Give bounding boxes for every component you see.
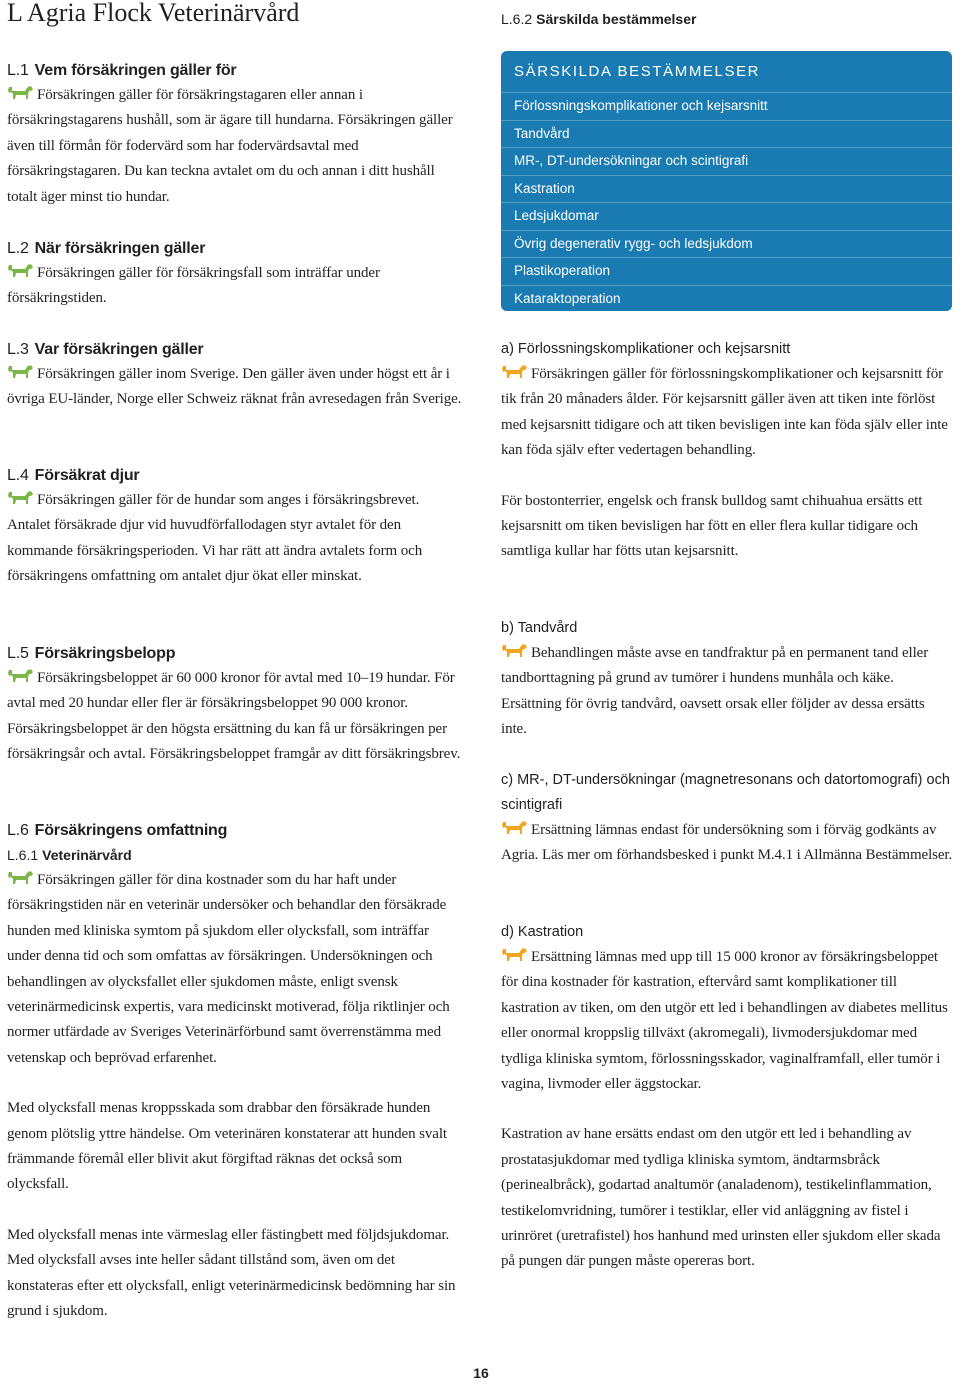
section-title: Var försäkringen gäller [34,341,204,358]
provision-heading: d) Kastration [501,924,584,940]
section-l4 [7,463,464,590]
section-number: L.2 [7,240,29,257]
page-title: L Agria Flock Veterinärvård [7,0,300,27]
dog-icon [501,363,529,379]
section-number: L.5 [7,645,29,662]
section-l3 [7,337,464,413]
section-text: Med olycksfall menas inte värmeslag eller fästingbett med följdsjukdomar. Med olycksfall avses inte heller sådant tillstånd som, även om det konstateras efter ett olycksfall, enligt veterinärmedicinsk bedömning har sin grund i sjukdom. [7,1226,456,1320]
table-row: Kastration [501,175,952,202]
section-title: Försäkringsbelopp [34,645,176,662]
section-number: L.6 [7,822,29,839]
section-number: L.4 [7,467,29,484]
section-text: Kastration av hane ersätts endast om den utgör ett led i behandling av prostatasjukdomar med tydliga kliniska symtom, ändtarmsbråck (perinealbråck), godartad analtumör (analadenom), testikelinflammation, testikelomvridning, tumörer i testiklar, eller vid anläggning av fistel i urinröret (uretrafistel) hos hanhund med urinsten eller sjukdom eller skada på pungen där pungen måste opereras bort. [501,1126,941,1270]
section-heading [7,463,464,488]
section-text-body: Behandlingen måste avse en tandfraktur på en permanent tand eller tandborttagning på grund av tumörer i hundens munhåla och käke. Ersättning för övrig tandvård, oavsett orsak eller följder av dessa ersätts inte. [501,645,929,738]
provision-heading: a) Förlossningskomplikationer och kejsarsnitt [501,341,791,357]
section-text [501,641,953,743]
section-l2 [7,236,464,312]
section-title: Försäkrat djur [34,467,140,484]
dog-icon [7,363,35,379]
section-text-body: Försäkringen gäller för dina kostnader som du har haft under försäkringstiden när en veterinär undersöker och behandlar den försäkrade hunden med kliniska symtom på sjukdom eller olycksfall, som inträffar under denna tid och som omfattas av försäkringen. Undersökningen och behandlingen av olycksfallet eller sjukdomen måste, enligt svensk veterinärmedicinsk expertis, vara medicinskt motiverad, följa riktlinjer och normer utfärdade av Sveriges Veterinärförbund samt överrenstämma med vetenskap och beprövad erfarenhet. [7,872,450,1066]
special-provisions-table [501,51,952,311]
dog-icon [501,819,529,835]
page-number: 16 [473,1365,489,1381]
section-text-body: Ersättning lämnas med upp till 15 000 kronor av försäkringsbeloppet för dina kostnader för kastration, eftervård samt komplikationer till kastration av tiken, om den utgör ett led i behandlingen av diabetes mellitus eller onormal kroppslig tillväxt (akromegali), livmodersjukdomar med tydliga kliniska symtom, förlossningsskador, vaginalframfall, eller tumör i vagina, livmoder eller äggstockar. [501,949,948,1093]
section-l5 [7,641,464,768]
table-row: Plastikoperation [501,257,952,284]
table-row: Ledsjukdomar [501,202,952,229]
section-heading [7,236,464,261]
dog-icon [7,262,35,278]
section-text-body: Försäkringen gäller för förlossningskomplikationer och kejsarsnitt för tik från 20 månaders ålder. För kejsarsnitt gäller även att tiken inte förlöst med kejsarsnitt tidigare och att tiken bevisligen inte kan föda själv eller inte kan föda själv efter vedertagen behandling. [501,366,948,459]
section-a [501,337,953,565]
section-title: Försäkringens omfattning [34,822,228,839]
section-title: När försäkringen gäller [34,240,206,257]
section-text [7,666,464,768]
section-text: Med olycksfall menas kroppsskada som drabbar den försäkrade hunden genom plötslig yttre händelse. Om veterinären konstaterar att hunden svalt främmande föremål eller blivit akut förgiftad räknas det också som olycksfall. [7,1100,447,1193]
section-text-body: Försäkringen gäller för försäkringstagaren eller annan i försäkringstagarens hushåll, som är ägare till hundarna. Försäkringen gäller även till förmån för fodervärd som har fodervärdsavtal med försäkringstagaren. Du kan teckna avtalet om du och annan i ditt hushåll totalt äger minst tio hundar. [7,87,453,205]
section-heading [7,641,464,666]
dog-icon [7,869,35,885]
table-row: Förlossningskomplikationer och kejsarsnitt [501,92,952,119]
table-row: MR-, DT-undersökningar och scintigrafi [501,147,952,174]
section-l6 [7,818,464,1325]
section-text [7,261,464,312]
subsection-number: L.6.1 [7,847,39,863]
section-b [501,616,953,743]
subsection-heading [501,8,696,30]
subsection-number: L.6.2 [501,11,533,27]
section-number: L.1 [7,62,29,79]
section-title: Vem försäkringen gäller för [34,62,237,79]
table-title: SÄRSKILDA BESTÄMMELSER [514,63,761,80]
dog-icon [7,84,35,100]
section-text [7,362,464,413]
dog-icon [7,667,35,683]
section-text-body: Försäkringen gäller för försäkringsfall som inträffar under försäkringstiden. [7,265,380,307]
section-text-body: Försäkringen gäller inom Sverige. Den gäller även under högst ett år i övriga EU-länder, Norge eller Schweiz räknat från avresedagen från Sverige. [7,366,462,408]
dog-icon [501,642,529,658]
provision-heading: c) MR-, DT-undersökningar (magnetresonans och datortomografi) och scintigrafi [501,772,950,813]
section-text [7,868,464,1071]
section-text-body: Försäkringsbeloppet är 60 000 kronor för avtal med 10–19 hundar. För avtal med 20 hundar eller fler är försäkringsbeloppet 90 000 kronor. Försäkringsbeloppet är den högsta ersättning du kan få ur försäkringen per försäkringsår och avtal. Försäkringsbeloppet framgår av ditt försäkringsbrev. [7,670,461,763]
section-text-body: Försäkringen gäller för de hundar som anges i försäkringsbrevet. Antalet försäkrade djur vid huvudförfallodagen styr avtalet för den kommande försäkringsperioden. Vi har rätt att ändra avtalets form och försäkringens omfattning om antalet djur ökat eller minskat. [7,492,423,585]
section-text [501,945,953,1097]
section-text [7,83,464,210]
section-text [501,818,953,869]
section-heading [7,337,464,362]
section-c [501,768,953,869]
provision-heading: b) Tandvård [501,620,578,636]
subsection-heading [7,843,464,868]
dog-icon [501,946,529,962]
section-text-body: Ersättning lämnas endast för undersökning som i förväg godkänts av Agria. Läs mer om förhandsbesked i punkt M.4.1 i Allmänna Bestämmelser. [501,822,953,864]
section-heading [7,58,464,83]
subsection-title: Veterinärvård [42,847,132,863]
dog-icon [7,489,35,505]
subsection-title: Särskilda bestämmelser [536,11,697,27]
table-row: Kataraktoperation [501,285,952,312]
table-row: Tandvård [501,120,952,147]
section-d [501,920,953,1275]
section-text [501,362,953,464]
section-heading [7,818,464,843]
section-l1 [7,58,464,210]
section-text: För bostonterrier, engelsk och fransk bulldog samt chihuahua ersätts ett kejsarsnitt om tiken bevisligen har fött en eller flera kullar tidigare och samtliga kullar har fötts utan kejsarsnitt. [501,492,923,560]
table-row: Övrig degenerativ rygg- och ledsjukdom [501,230,952,257]
section-number: L.3 [7,341,29,358]
section-text [7,488,464,590]
